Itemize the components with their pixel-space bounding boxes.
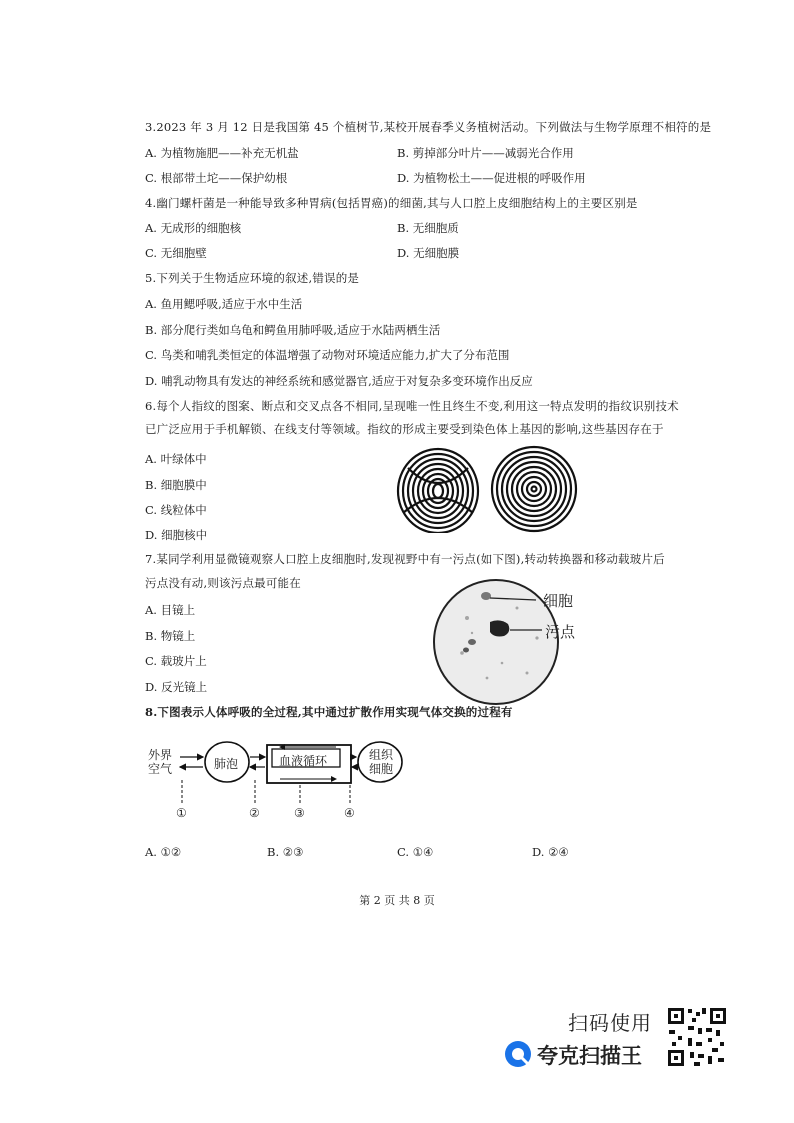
q6-stem-line2: 已广泛应用于手机解锁、在线支付等领域。指纹的形成主要受到染色体上基因的影响,这些基因存在于 xyxy=(145,422,664,436)
q6-option-c: C. 线粒体中 xyxy=(145,503,207,517)
label-alveoli: 肺泡 xyxy=(214,757,239,771)
fingerprint-image-left xyxy=(393,443,483,533)
q7-stem-line1: 7.某同学利用显微镜观察人口腔上皮细胞时,发现视野中有一污点(如下图),转动转换器和移动载玻片后 xyxy=(145,552,665,566)
app-name: 夸克扫描王 xyxy=(537,1044,642,1068)
q5-option-b: B. 部分爬行类如乌龟和鳄鱼用肺呼吸,适应于水陆两栖生活 xyxy=(145,323,441,337)
q3-option-c: C. 根部带土坨——保护幼根 xyxy=(145,171,288,185)
cell-dot xyxy=(481,592,491,600)
marker-3: ③ xyxy=(294,806,305,820)
q3-option-b: B. 剪掉部分叶片——减弱光合作用 xyxy=(397,146,574,160)
q6-stem-line1: 6.每个人指纹的图案、断点和交叉点各不相同,呈现唯一性且终生不变,利用这一特点发明的指纹识别技术 xyxy=(145,399,679,413)
page-footer: 第 2 页 共 8 页 xyxy=(359,894,435,907)
q4-option-d: D. 无细胞膜 xyxy=(397,246,460,260)
q8-option-c: C. ①④ xyxy=(397,845,434,859)
marker-1: ① xyxy=(176,806,187,820)
label-tissue-cells: 组织 细胞 xyxy=(369,748,394,776)
q4-option-b: B. 无细胞质 xyxy=(397,221,459,235)
q4-stem: 4.幽门螺杆菌是一种能导致多种胃病(包括胃癌)的细菌,其与人口腔上皮细胞结构上的主要区别是 xyxy=(145,196,638,210)
q8-option-d: D. ②④ xyxy=(532,845,569,859)
q7-option-a: A. 目镜上 xyxy=(145,603,196,617)
q6-option-a: A. 叶绿体中 xyxy=(145,452,207,466)
q7-option-d: D. 反光镜上 xyxy=(145,680,208,694)
q3-stem: 3.2023 年 3 月 12 日是我国第 45 个植树节,某校开展春季义务植树活动。下列做法与生物学原理不相符的是 xyxy=(145,120,712,134)
label-cell: 细胞 xyxy=(543,592,574,610)
q8-option-b: B. ②③ xyxy=(267,845,304,859)
q8-option-a: A. ①② xyxy=(145,845,182,859)
q8-stem: 8.下图表示人体呼吸的全过程,其中通过扩散作用实现气体交换的过程有 xyxy=(145,705,513,719)
q3-option-a: A. 为植物施肥——补充无机盐 xyxy=(145,146,299,160)
qr-code-icon[interactable] xyxy=(666,1006,728,1068)
q5-option-c: C. 鸟类和哺乳类恒定的体温增强了动物对环境适应能力,扩大了分布范围 xyxy=(145,348,510,362)
q7-stem-line2: 污点没有动,则该污点最可能在 xyxy=(145,576,301,590)
q5-option-d: D. 哺乳动物具有发达的神经系统和感觉器官,适应于对复杂多变环境作出反应 xyxy=(145,374,533,388)
q4-option-a: A. 无成形的细胞核 xyxy=(145,221,242,235)
marker-4: ④ xyxy=(344,806,355,820)
scan-to-use-text: 扫码使用 xyxy=(568,1011,652,1035)
label-spot: 污点 xyxy=(545,623,576,641)
quark-logo-icon xyxy=(504,1040,532,1068)
q6-option-d: D. 细胞核中 xyxy=(145,528,208,542)
q7-option-b: B. 物镜上 xyxy=(145,629,196,643)
q5-option-a: A. 鱼用鳃呼吸,适应于水中生活 xyxy=(145,297,303,311)
q3-option-d: D. 为植物松土——促进根的呼吸作用 xyxy=(397,171,586,185)
q4-option-c: C. 无细胞壁 xyxy=(145,246,207,260)
q6-option-b: B. 细胞膜中 xyxy=(145,478,207,492)
q7-option-c: C. 载玻片上 xyxy=(145,654,207,668)
marker-2: ② xyxy=(249,806,260,820)
label-blood-circulation: 血液循环 xyxy=(279,754,328,768)
fingerprint-image-right xyxy=(488,443,580,533)
label-outside-air: 外界 空气 xyxy=(148,748,173,776)
q5-stem: 5.下列关于生物适应环境的叙述,错误的是 xyxy=(145,271,360,285)
